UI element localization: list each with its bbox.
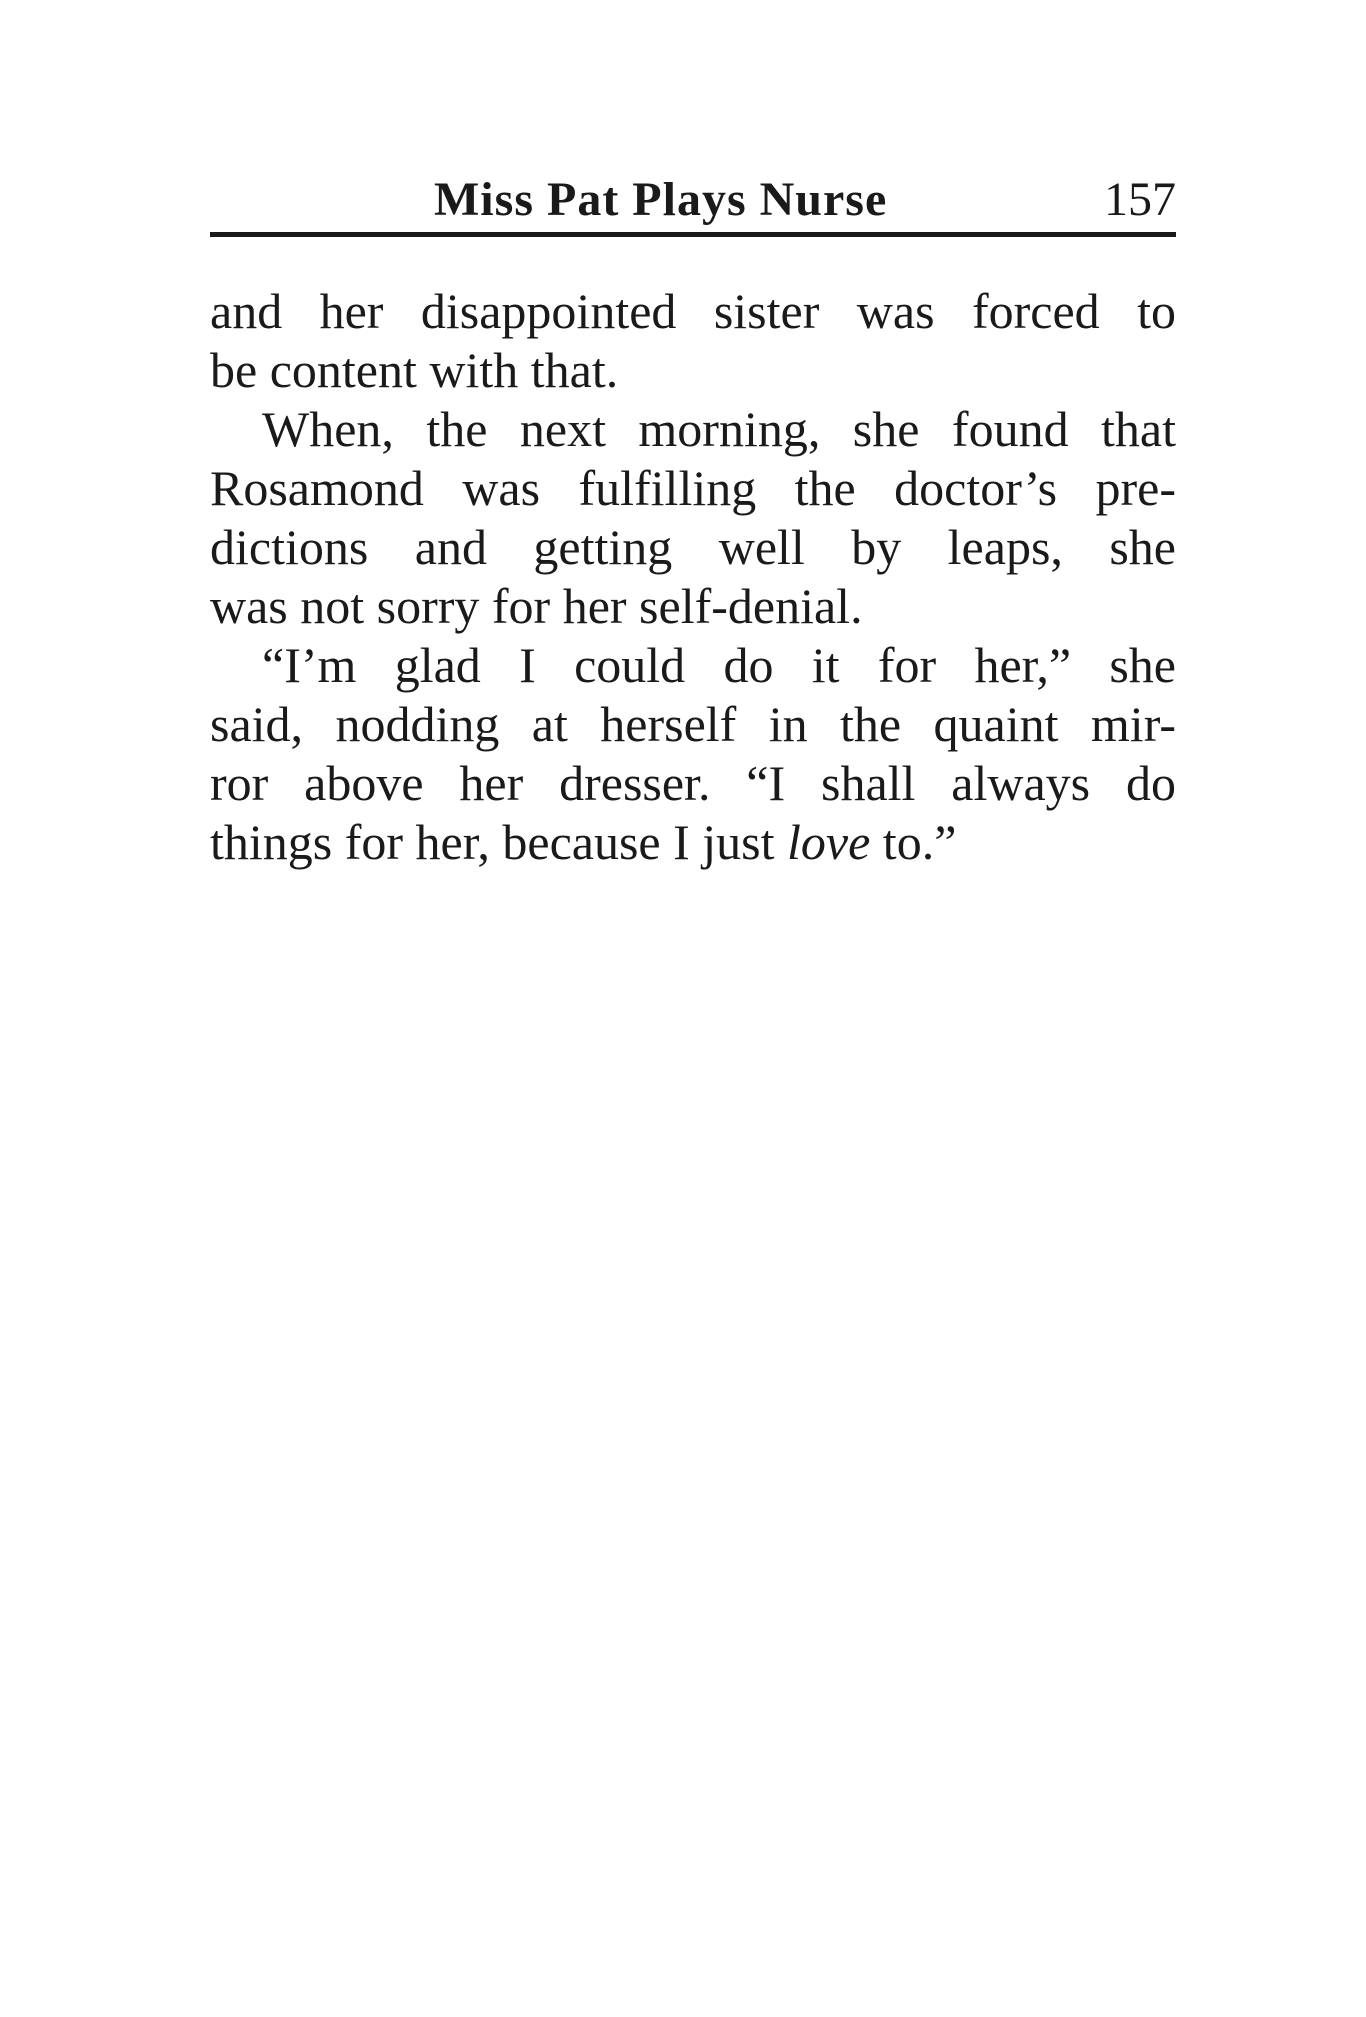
paragraph: [210, 282, 1176, 400]
text-line: “I’m glad I could do it for her,” she: [262, 637, 1176, 693]
text-run: things for her, because I just: [210, 814, 788, 870]
text-line: and her disappointed sister was forced to: [210, 283, 1176, 339]
paragraph: [210, 636, 1176, 872]
text-line: ror above her dresser. “I shall always do: [210, 755, 1176, 811]
text-line-final: [210, 813, 1176, 872]
text-run: to.”: [870, 814, 957, 870]
body-text: [210, 282, 1176, 872]
header-rule: [210, 232, 1176, 237]
paragraph: [210, 400, 1176, 636]
text-line: be content with that.: [210, 342, 619, 398]
text-line: dictions and getting well by leaps, she: [210, 519, 1176, 575]
page-number: 157: [1104, 173, 1176, 226]
text-line: was not sorry for her self-denial.: [210, 578, 863, 634]
text-line: Rosamond was fulfilling the doctor’s pre-: [210, 460, 1176, 516]
text-line: When, the next morning, she found that: [262, 401, 1176, 457]
running-head: [210, 170, 1176, 230]
text-line: said, nodding at herself in the quaint mir-: [210, 696, 1176, 752]
emphasized-word: love: [787, 814, 871, 870]
chapter-title: Miss Pat Plays Nurse: [434, 173, 888, 226]
